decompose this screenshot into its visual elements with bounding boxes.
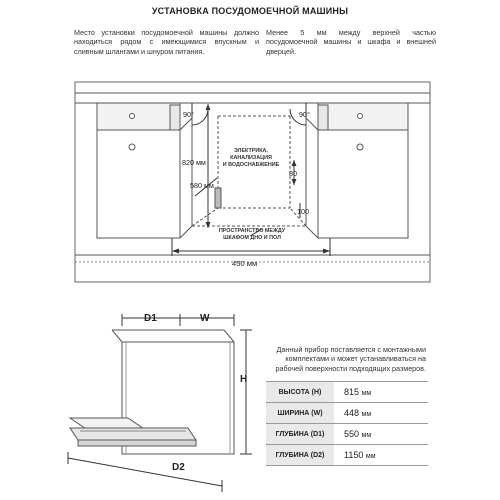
left-cabinet bbox=[97, 103, 192, 238]
space-label-2: ШКАФОМ ДНО И ПОЛ bbox=[223, 235, 281, 241]
installation-note-right: Менее 5 мм между верхней частью посудомоечной машины и шкафа и внешней дверцей. bbox=[266, 28, 436, 56]
spec-label: ВЫСОТА (H) bbox=[266, 382, 334, 403]
label-d2: D2 bbox=[172, 462, 185, 473]
utilities-label-2: КАНАЛИЗАЦИЯ bbox=[230, 155, 272, 161]
label-h: H bbox=[240, 374, 248, 385]
angle-label-right: 90° bbox=[299, 110, 310, 119]
installation-note-left: Место установки посудомоечной машины должно находиться рядом с имеющимися впускным и сливным шлангами и шнуром питания. bbox=[74, 28, 259, 56]
angle-arc-left bbox=[192, 109, 208, 125]
dim-100-label: 100 bbox=[297, 207, 309, 216]
label-w: W bbox=[200, 313, 210, 324]
right-cabinet bbox=[306, 103, 408, 238]
spec-label: ГЛУБИНА (D1) bbox=[266, 424, 334, 445]
spec-value: 550 мм bbox=[334, 424, 428, 445]
specs-table bbox=[266, 381, 428, 466]
mounting-note: Данный прибор поставляется с монтажными комплектами и может устанавливаться на рабочей поверхности подходящих размеров. bbox=[275, 345, 426, 373]
dim-80-label: 80 bbox=[289, 169, 297, 178]
dishwasher-dimensions-drawing bbox=[0, 300, 260, 500]
dim-580-label: 580 мм bbox=[190, 181, 214, 190]
spec-row-height bbox=[266, 382, 428, 403]
utility-hole bbox=[215, 188, 221, 208]
dim-820-label: 820 мм bbox=[182, 158, 206, 167]
dimension-lines bbox=[68, 314, 252, 492]
spec-value: 815 мм bbox=[334, 382, 428, 403]
utilities-label-1: ЭЛЕКТРИКА, bbox=[234, 148, 268, 154]
label-d1: D1 bbox=[144, 313, 157, 324]
spec-label: ШИРИНА (W) bbox=[266, 403, 334, 424]
angle-label-left: 90° bbox=[183, 110, 194, 119]
spec-value: 448 мм bbox=[334, 403, 428, 424]
utilities-label-3: И ВОДОСНАБЖЕНИЕ bbox=[222, 162, 280, 168]
spec-value: 1150 мм bbox=[334, 445, 428, 466]
spec-label: ГЛУБИНА (D2) bbox=[266, 445, 334, 466]
space-label-1: ПРОСТРАНСТВО МЕЖДУ bbox=[218, 228, 286, 234]
dishwasher-door bbox=[70, 418, 196, 446]
spec-row-depth-d1 bbox=[266, 424, 428, 445]
spec-row-width bbox=[266, 403, 428, 424]
spec-row-depth-d2 bbox=[266, 445, 428, 466]
dim-450-label: 450 мм bbox=[232, 259, 258, 268]
page-title: УСТАНОВКА ПОСУДОМОЕЧНОЙ МАШИНЫ bbox=[151, 6, 349, 16]
